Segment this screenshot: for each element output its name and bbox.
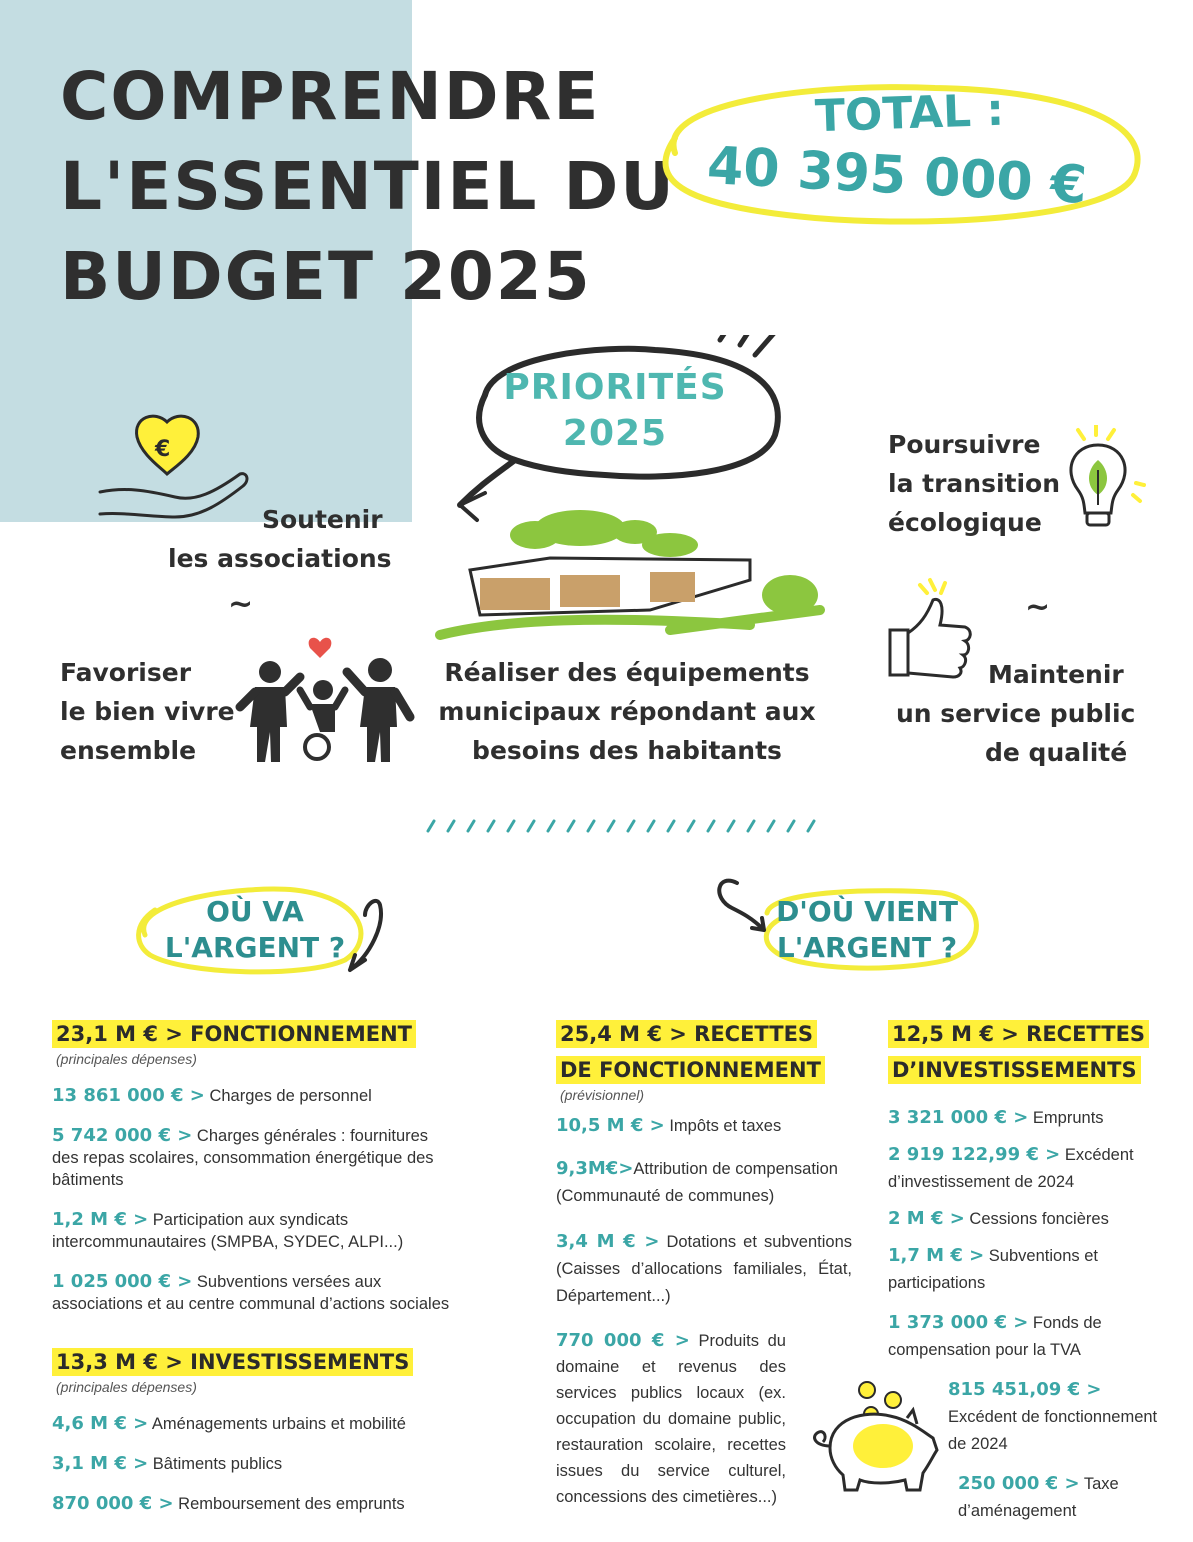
equipements-line-2: municipaux répondant aux <box>438 697 816 726</box>
dou-vient-line-1: D'OÙ VIENT <box>776 895 958 928</box>
page-title <box>60 52 676 322</box>
title-line-3: BUDGET 2025 <box>60 238 592 315</box>
list-item: 250 000 € > Taxe d’aménagement <box>958 1473 1119 1520</box>
svg-text:€: € <box>155 437 171 462</box>
list-item: 3 321 000 € > Emprunts <box>888 1107 1104 1128</box>
total-label: TOTAL : <box>814 84 1005 143</box>
lightbulb-leaf-icon <box>1058 425 1148 535</box>
list-item: 815 451,09 € > Excédent de fonctionnement de 2024 <box>948 1379 1158 1453</box>
fonctionnement-sub: (principales dépenses) <box>56 1051 197 1067</box>
transition-line-3: écologique <box>888 508 1042 537</box>
investissements-heading: 13,3 M € > INVESTISSEMENTS <box>52 1348 413 1376</box>
bien-vivre-line-3: ensemble <box>60 736 197 765</box>
list-item: 870 000 € > Remboursement des emprunts <box>52 1493 405 1514</box>
list-item: 1,2 M € > Participation aux syndicats intercommunautaires (SMPBA, SYDEC, ALPI...) <box>52 1209 404 1251</box>
list-item: 4,6 M € > Aménagements urbains et mobilité <box>52 1413 406 1434</box>
recettes-fonct-heading-line-2: DE FONCTIONNEMENT <box>556 1056 825 1084</box>
service-line-2: un service public <box>896 699 1136 728</box>
priorities-line-1: PRIORITÉS <box>503 367 727 408</box>
priorities-title <box>495 365 735 457</box>
list-item: 1 025 000 € > Subventions versées aux associations et au centre communal d’actions sociales <box>52 1271 450 1313</box>
ou-va-line-1: OÙ VA <box>206 895 304 928</box>
list-item: 2 919 122,99 € > Excédent d’investissement de 2024 <box>888 1144 1134 1191</box>
recettes-fonct-heading-line-1: 25,4 M € > RECETTES <box>556 1020 817 1048</box>
recettes-investissements-column <box>888 1017 1168 1525</box>
building-illustration-icon <box>420 500 830 650</box>
list-item: 770 000 € > Produits du domaine et revenus des services publics locaux (ex. occupation du domaine public, restauration scolaire, recettes issues du service culturel, concessions des cimetières...) <box>556 1330 786 1506</box>
ou-va-argent-badge <box>125 880 395 980</box>
ou-va-line-2: L'ARGENT ? <box>164 931 346 964</box>
total-badge <box>635 78 1145 228</box>
priorities-line-2: 2025 <box>562 413 668 454</box>
fonctionnement-heading: 23,1 M € > FONCTIONNEMENT <box>52 1020 416 1048</box>
tilde-right: ~ <box>1025 590 1051 625</box>
transition-line-2: la transition <box>888 469 1061 498</box>
list-item: 13 861 000 € > Charges de personnel <box>52 1085 372 1106</box>
service-line-1: Maintenir <box>988 660 1124 689</box>
title-line-2: L'ESSENTIEL DU <box>60 148 676 225</box>
dou-vient-argent-badge <box>712 868 992 978</box>
recettes-fonct-sub: (prévisionnel) <box>560 1087 645 1103</box>
equipements-line-1: Réaliser des équipements <box>444 658 810 687</box>
list-item: 3,4 M € > Dotations et subventions (Caisses d’allocations familiales, État, Département...) <box>556 1231 852 1305</box>
bien-vivre-line-1: Favoriser <box>60 658 192 687</box>
dou-vient-line-2: L'ARGENT ? <box>776 931 958 964</box>
total-value: 40 395 000 € <box>705 136 1089 216</box>
people-inclusion-icon <box>235 632 420 767</box>
investissements-sub: (principales dépenses) <box>56 1379 197 1395</box>
list-item: 2 M € > Cessions foncières <box>888 1208 1109 1229</box>
list-item: 5 742 000 € > Charges générales : fournitures des repas scolaires, consommation énergétique des bâtiments <box>52 1125 434 1189</box>
service-line-3: de qualité <box>985 738 1128 767</box>
title-line-1: COMPRENDRE <box>60 58 601 135</box>
soutenir-line-2: les associations <box>168 544 392 573</box>
list-item: 10,5 M € > Impôts et taxes <box>556 1115 782 1136</box>
thumbs-up-icon <box>885 575 975 685</box>
depenses-column <box>52 1017 452 1515</box>
list-item: 1 373 000 € > Fonds de compensation pour la TVA <box>888 1312 1102 1359</box>
list-item: 3,1 M € > Bâtiments publics <box>52 1453 283 1474</box>
transition-line-1: Poursuivre <box>888 430 1041 459</box>
tilde-left: ~ <box>228 587 254 622</box>
recettes-invest-heading-line-2: D’INVESTISSEMENTS <box>888 1056 1141 1084</box>
soutenir-line-1: Soutenir <box>262 505 383 534</box>
bien-vivre-line-2: le bien vivre <box>60 697 235 726</box>
list-item: 1,7 M € > Subventions et participations <box>888 1245 1098 1292</box>
recettes-invest-heading-line-1: 12,5 M € > RECETTES <box>888 1020 1149 1048</box>
dashed-divider <box>424 818 824 834</box>
heart-hand-icon <box>95 412 255 527</box>
equipements-line-3: besoins des habitants <box>472 736 782 765</box>
list-item: 9,3M€>Attribution de compensation (Communauté de communes) <box>556 1158 838 1205</box>
